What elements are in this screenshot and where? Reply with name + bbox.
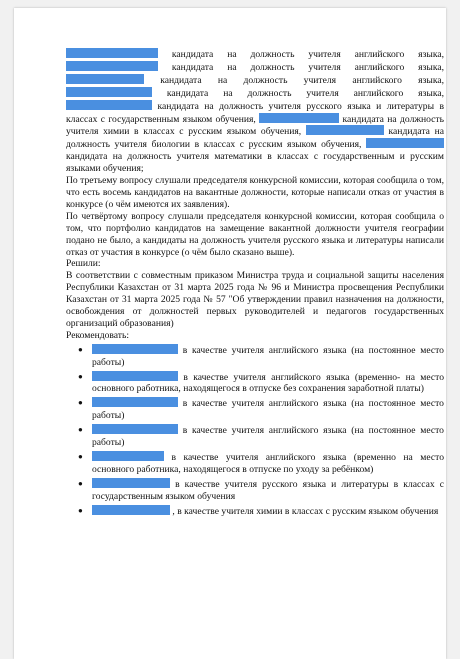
candidate-line: кандидата на должность учителя биологии в классах с русским языком обучения, [66, 126, 444, 151]
list-item-text: в качестве учителя английского языка (на постоянное место работы) [92, 425, 444, 449]
list-item-text: в качестве учителя английского языка (временно- на место основного работника, находящегося в отпуске без сохранения заработной платы) [92, 371, 444, 395]
bullet-icon: ● [78, 398, 83, 408]
third-question-paragraph: По третьему вопросу слушали председателя конкурсной комиссии, которая сообщила о том, что есть восемь кандидатов на вакантные должности, которые написали отказ от участия в конкурсе (о чём имеются их заявления). [66, 175, 444, 210]
document-content [66, 48, 444, 520]
redaction-block [66, 74, 144, 84]
bullet-icon: ● [78, 371, 83, 381]
list-item-text: в качестве учителя русского языка и литературы в классах с государственным языком обучения [92, 478, 444, 502]
redaction-block [66, 61, 158, 71]
candidates-paragraph [66, 48, 444, 175]
candidate-line: кандидата на должность учителя химии в классах с русским языком обучения, [66, 113, 444, 138]
candidate-line: кандидата на должность учителя математики в классах с государственным и русским языками обучения; [66, 151, 444, 175]
redaction-block [92, 397, 178, 407]
list-item [78, 505, 444, 518]
bullet-icon: ● [78, 505, 83, 515]
bullet-icon: ● [78, 425, 83, 435]
list-item-text: , в качестве учителя химии в классах с русским языком обучения [172, 505, 439, 517]
list-item [78, 424, 444, 449]
candidate-line: кандидата на должность учителя английского языка, [166, 87, 444, 99]
order-paragraph: В соответствии с совместным приказом Министра труда и социальной защиты населения Республики Казахстан от 31 марта 2025 года № 96 и Министра просвещения Республики Казахстан от 31 марта 2025 года № 57 "Об утверждении правил назначения на должности, освобождения от должностей первых руководителей и педагогов государственных организаций образования) [66, 270, 444, 329]
bullet-icon: ● [78, 344, 83, 354]
redaction-block [66, 87, 152, 97]
fourth-question-paragraph: По четвёртому вопросу слушали председателя конкурсной комиссии, которая сообщила о том, что портфолио кандидатов на замещение вакантной должности учителя географии подано не было, а кандидаты на должность учителя русского языка и литературы написали отказ от участия в конкурсе (о чём было сказано выше). [66, 210, 444, 258]
recommendation-list [66, 344, 444, 518]
bullet-icon: ● [78, 478, 83, 488]
list-item [78, 344, 444, 369]
candidate-line: кандидата на должность учителя английского языка, [171, 49, 444, 60]
decided-heading: Решили: [66, 258, 101, 270]
redaction-block [366, 138, 444, 148]
redaction-block [92, 344, 178, 354]
list-item-text: в качестве учителя английского языка (на постоянное место работы) [92, 398, 444, 422]
list-item-text: в качестве учителя английского языка (временно на место основного работника, находящегося в отпуске по уходу за ребёнком) [92, 452, 444, 475]
redaction-block [259, 113, 339, 123]
redaction-block [92, 424, 178, 434]
list-item-text: в качестве учителя английского языка (на постоянное место работы) [92, 344, 444, 368]
list-item [78, 478, 444, 503]
redaction-block [92, 451, 164, 461]
redaction-block [92, 371, 178, 381]
redaction-block [66, 100, 152, 110]
redaction-block [92, 478, 170, 488]
redaction-block [306, 125, 384, 135]
candidate-line: кандидата на должность учителя английского языка, [160, 74, 444, 86]
candidate-line: кандидата на должность учителя русского языка и литературы в классах с государственным языком обучения, [66, 100, 444, 125]
redaction-block [92, 505, 170, 515]
bullet-icon: ● [78, 452, 83, 461]
candidate-line: кандидата на должность учителя английского языка, [171, 61, 444, 73]
redaction-block [66, 48, 158, 58]
list-item [78, 397, 444, 422]
recommend-heading: Рекомендовать: [66, 329, 130, 341]
list-item [78, 371, 444, 396]
document-page [14, 8, 446, 659]
list-item [78, 451, 444, 476]
